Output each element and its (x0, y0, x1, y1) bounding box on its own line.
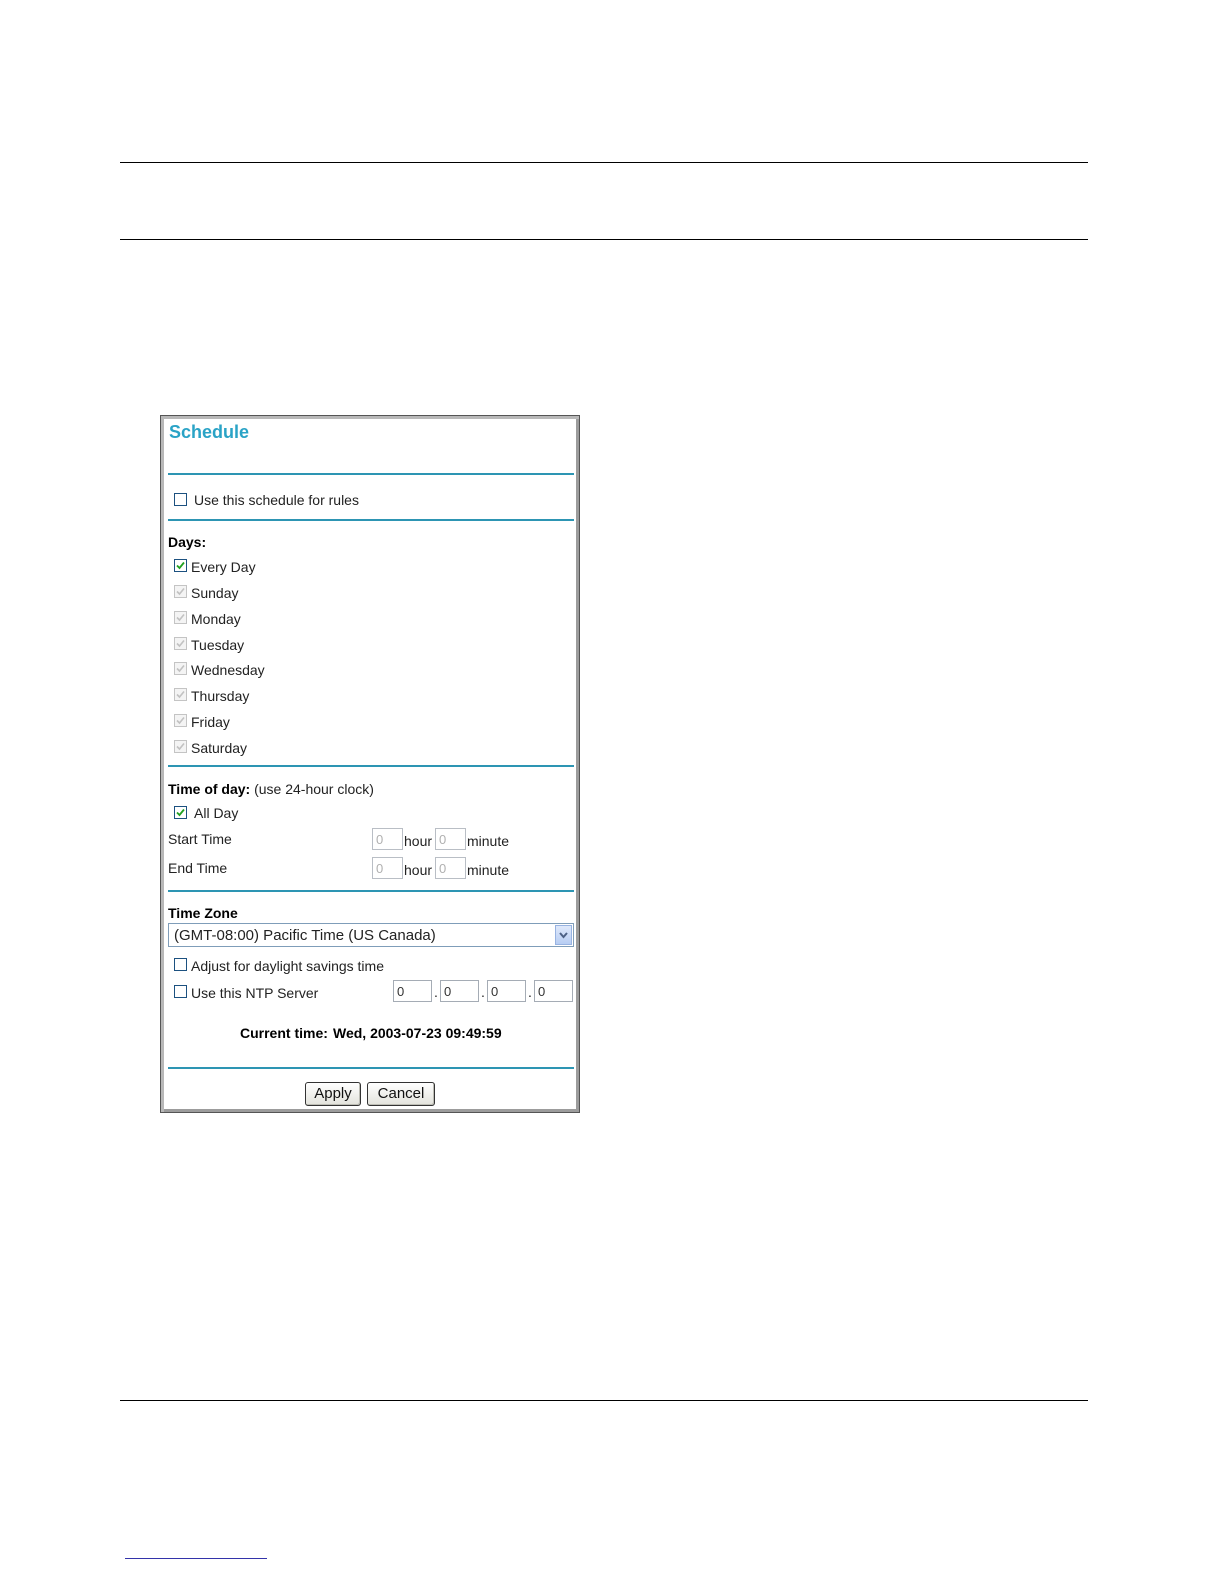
all-day-label: All Day (194, 805, 239, 821)
current-time-value: Wed, 2003-07-23 09:49:59 (333, 1025, 502, 1041)
days-heading: Days: (168, 534, 207, 550)
footer-link-underline (125, 1558, 267, 1559)
daylight-savings-checkbox[interactable] (174, 958, 187, 971)
day-label-sunday: Sunday (191, 585, 239, 601)
checkmark-icon (176, 561, 185, 570)
ip-dot: . (528, 984, 532, 1000)
time-of-day-heading (168, 781, 374, 797)
separator (168, 519, 574, 521)
checkmark-icon (176, 808, 185, 817)
day-checkbox-sunday[interactable] (174, 585, 187, 598)
start-time-label: Start Time (168, 831, 232, 847)
day-checkbox-monday[interactable] (174, 611, 187, 624)
start-minute-input[interactable]: 0 (435, 828, 466, 850)
ntp-octet-4-input[interactable]: 0 (534, 980, 573, 1002)
day-checkbox-thursday[interactable] (174, 688, 187, 701)
separator (168, 473, 574, 475)
hour-unit: hour (404, 862, 433, 878)
end-minute-input[interactable]: 0 (435, 857, 466, 879)
time-zone-select[interactable] (168, 923, 574, 947)
checkmark-icon (176, 690, 185, 699)
minute-unit: minute (467, 862, 510, 878)
ntp-octet-2-input[interactable]: 0 (440, 980, 479, 1002)
day-label-tuesday: Tuesday (191, 636, 245, 653)
header-rule-bottom (120, 239, 1088, 240)
checkmark-icon (176, 587, 185, 596)
ntp-octet-1-input[interactable]: 0 (393, 980, 432, 1002)
minute-unit: minute (467, 833, 510, 849)
checkmark-icon (176, 613, 185, 622)
footer-rule (120, 1400, 1088, 1401)
ntp-octet-3-input[interactable]: 0 (487, 980, 526, 1002)
ip-dot: . (481, 984, 485, 1000)
all-day-checkbox[interactable] (174, 806, 187, 819)
day-label-friday: Friday (191, 714, 230, 730)
panel-title: Schedule (169, 422, 250, 442)
daylight-savings-label: Adjust for daylight savings time (191, 958, 384, 974)
day-label-monday: Monday (191, 610, 241, 627)
ntp-server-checkbox[interactable] (174, 985, 187, 998)
day-checkbox-wednesday[interactable] (174, 662, 187, 675)
use-schedule-checkbox[interactable] (174, 493, 187, 506)
use-schedule-label: Use this schedule for rules (194, 492, 359, 508)
end-time-label: End Time (168, 860, 228, 876)
day-checkbox-friday[interactable] (174, 714, 187, 727)
ntp-server-label: Use this NTP Server (191, 985, 319, 1001)
checkmark-icon (176, 742, 185, 751)
time-zone-value: (GMT-08:00) Pacific Time (US Canada) (174, 927, 436, 944)
day-label-wednesday: Wednesday (191, 662, 265, 679)
time-of-day-label: Time of day: (168, 781, 251, 797)
day-label-saturday: Saturday (191, 739, 248, 756)
chevron-down-icon (559, 932, 568, 939)
cancel-button[interactable]: Cancel (367, 1082, 435, 1106)
ip-dot: . (434, 984, 438, 1000)
time-of-day-note: (use 24-hour clock) (254, 781, 374, 797)
dropdown-arrow-button[interactable] (555, 925, 572, 945)
header-rule-top (120, 162, 1088, 163)
every-day-label: Every Day (191, 559, 256, 575)
separator (168, 890, 574, 892)
start-hour-input[interactable]: 0 (372, 828, 403, 850)
schedule-panel (160, 415, 580, 1113)
checkmark-icon (176, 664, 185, 673)
checkmark-icon (176, 716, 185, 725)
day-checkbox-saturday[interactable] (174, 740, 187, 753)
separator (168, 765, 574, 767)
day-checkbox-tuesday[interactable] (174, 637, 187, 650)
checkmark-icon (176, 639, 185, 648)
time-zone-heading: Time Zone (168, 905, 238, 921)
every-day-checkbox[interactable] (174, 559, 187, 572)
apply-button[interactable]: Apply (305, 1082, 361, 1106)
separator (168, 1067, 574, 1069)
hour-unit: hour (404, 833, 433, 849)
current-time-label: Current time: (240, 1025, 328, 1041)
day-label-thursday: Thursday (191, 688, 250, 705)
end-hour-input[interactable]: 0 (372, 857, 403, 879)
